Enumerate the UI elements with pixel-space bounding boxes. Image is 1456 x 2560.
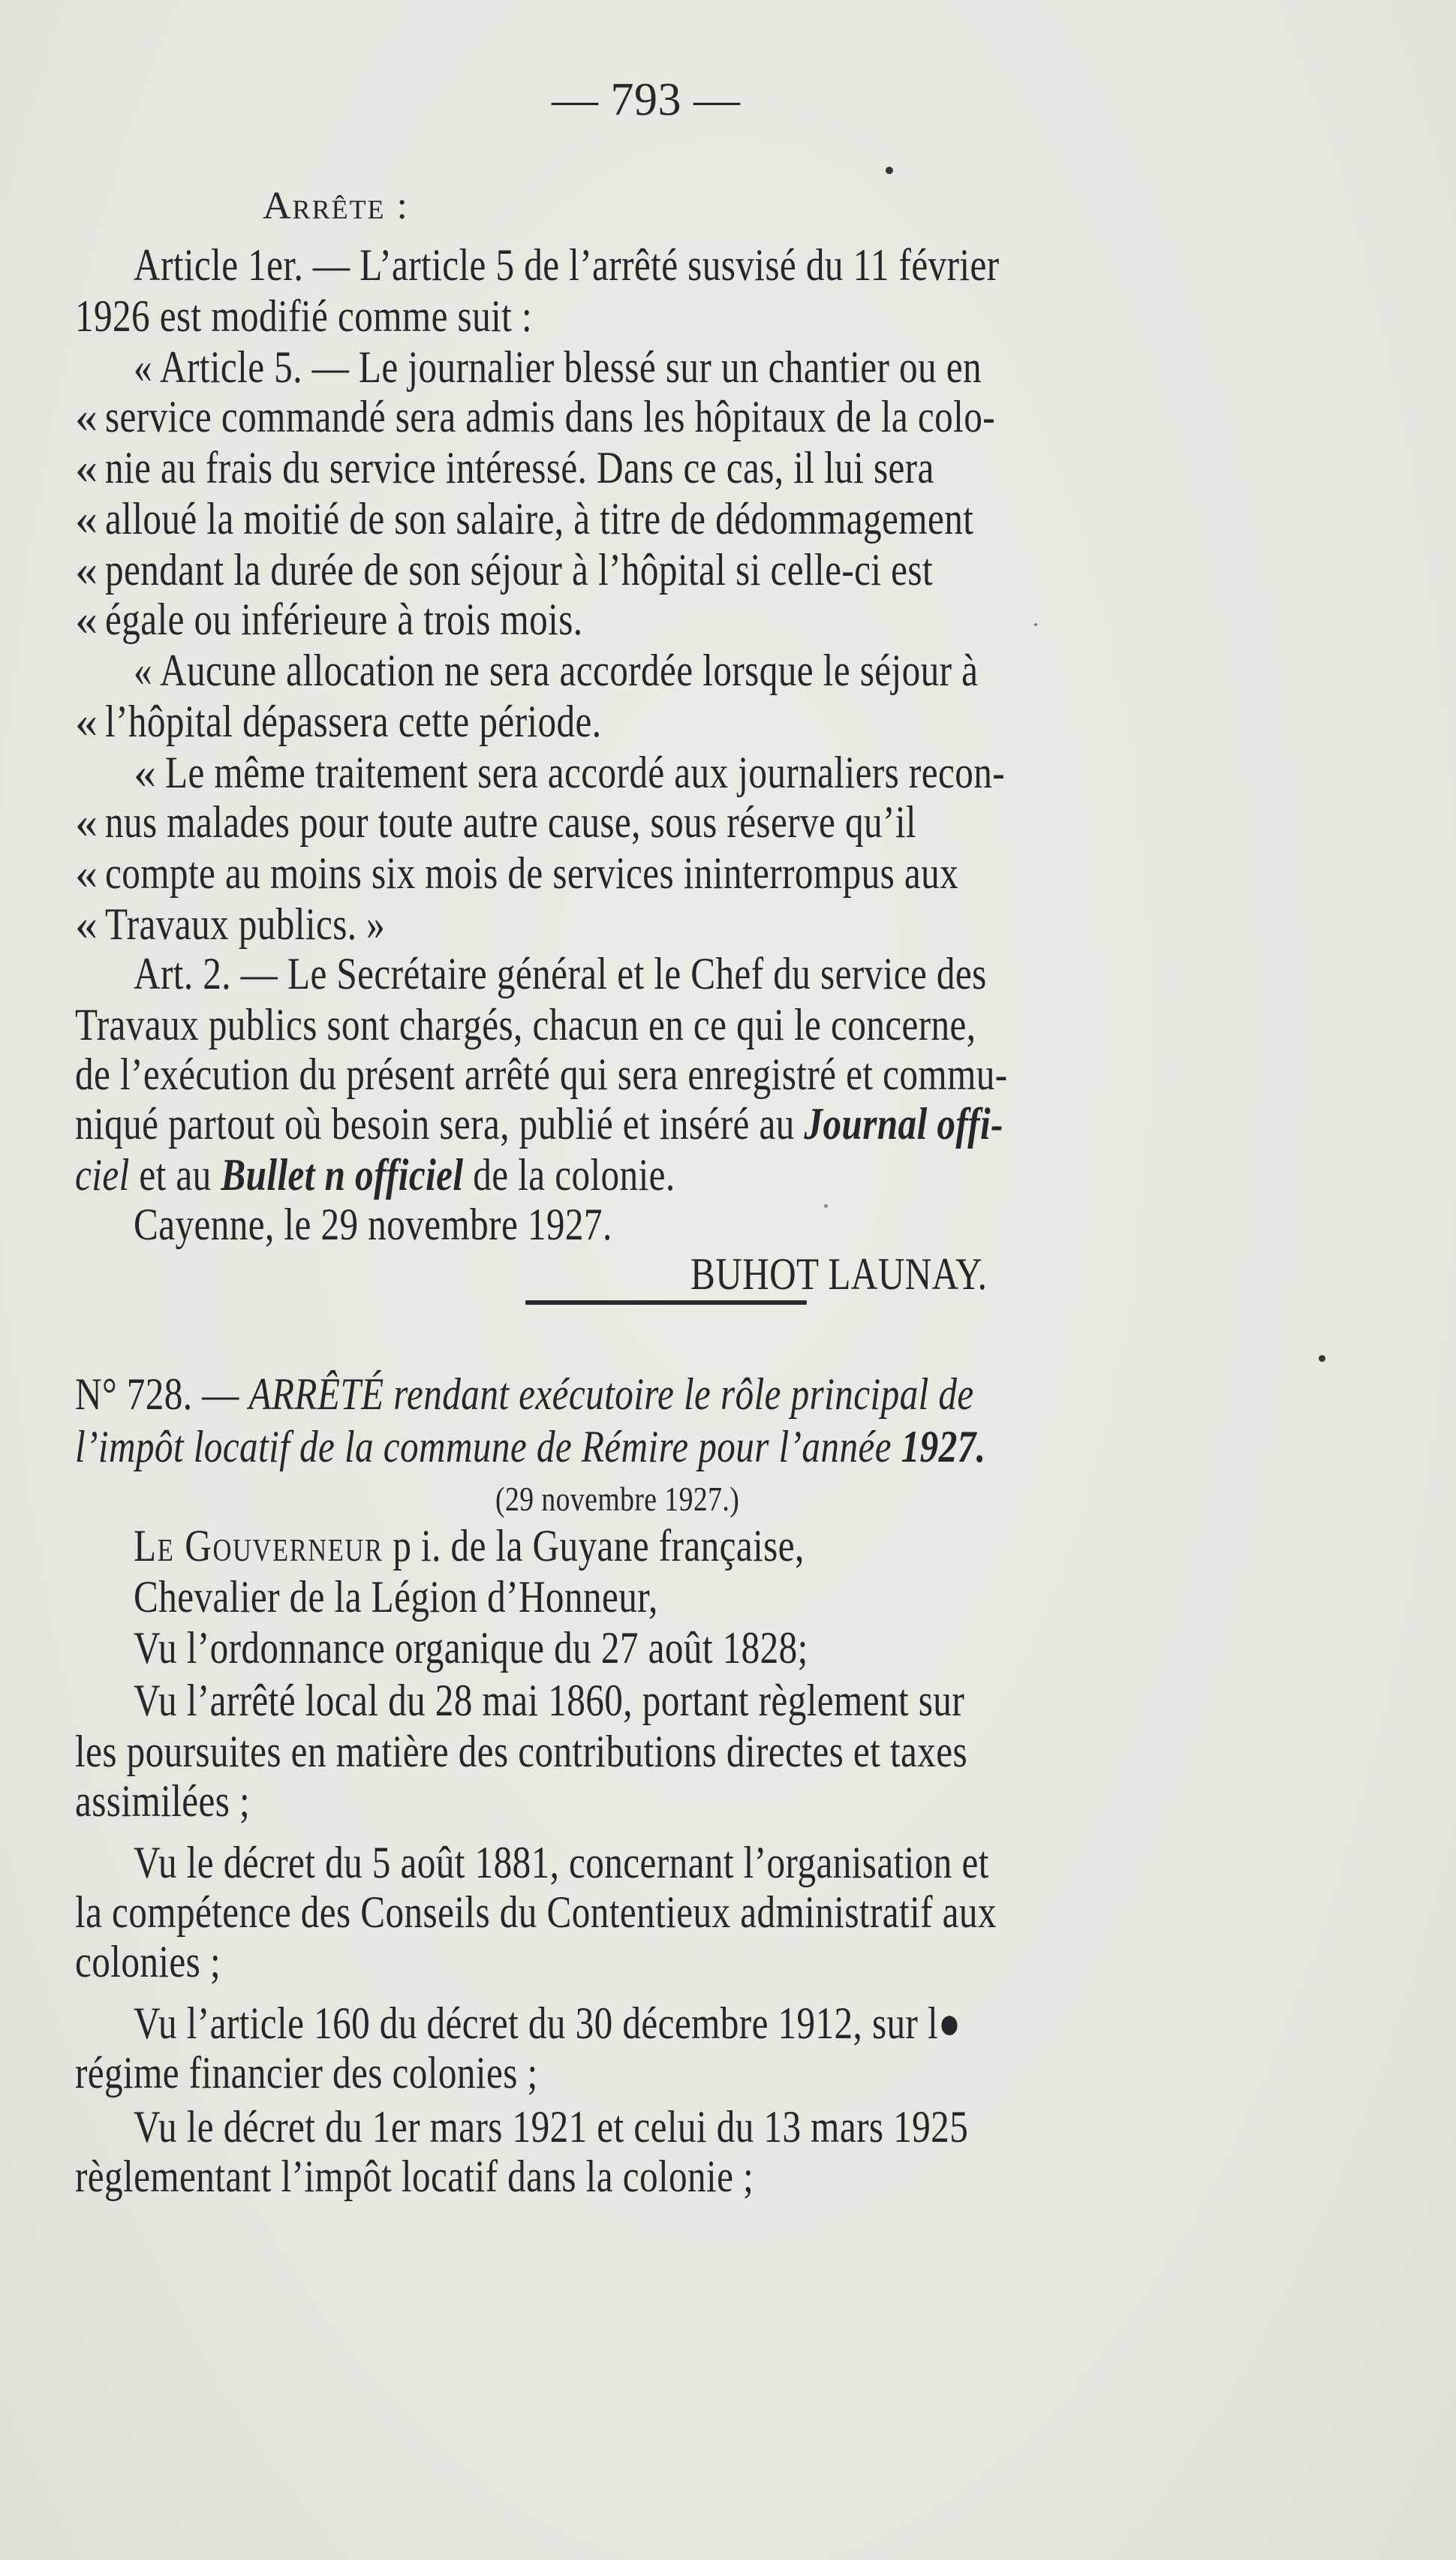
place-date: Cayenne, le 29 novembre 1927. (134, 1200, 612, 1249)
visa-arrete-1860-line-3: assimilées ; (75, 1776, 251, 1826)
bulletin-officiel-title: Bullet n officiel (221, 1150, 464, 1200)
visa-decret-1921-line-2: règlementant l’impôt locatif dans la colonie ; (75, 2152, 754, 2201)
visa-arrete-1860-line-1: Vu l’arrêté local du 28 mai 1860, portant règlement sur (134, 1676, 965, 1725)
arrete-number: N° 728. — (75, 1369, 239, 1419)
arrete-title-text-2: l’impôt locatif de la commune de Rémire pour l’année (75, 1422, 892, 1471)
governor-line (134, 1519, 805, 1572)
article-5-line-4: alloué la moitié de son salaire, à titre de dédommagement (105, 494, 974, 544)
journal-officiel-title: Journal offi- (804, 1099, 1003, 1149)
article-2-line-3: de l’exécution du présent arrêté qui sera enregistré et commu- (75, 1050, 1008, 1099)
quote-mark: « (75, 595, 98, 644)
article-1-line-2: 1926 est modifié comme suit : (75, 291, 533, 341)
quote-mark: « (75, 443, 98, 492)
article-5-line-2: service commandé sera admis dans les hôpitaux de la colo- (105, 392, 996, 441)
arrete-dateline: (29 novembre 1927.) (495, 1480, 740, 1518)
article-5-line-9: Le même traitement sera accordé aux journaliers recon- (165, 748, 1006, 797)
article-2-line-4-text: niqué partout où besoin sera, publié et inséré au (75, 1099, 795, 1149)
article-5-line-6: égale ou inférieure à trois mois. (105, 595, 583, 644)
visa-decret-1881-line-1: Vu le décret du 5 août 1881, concernant l’organisation et (134, 1838, 989, 1887)
arrete-year: 1927. (901, 1422, 986, 1471)
visa-ordonnance: Vu l’ordonnance organique du 27 août 1828; (134, 1623, 808, 1673)
article-5-line-1: « Article 5. — Le journalier blessé sur un chantier ou en (134, 342, 982, 392)
article-2-line-1: Art. 2. — Le Secrétaire général et le Chef du service des (134, 949, 987, 998)
visa-decret-1921-line-1: Vu le décret du 1er mars 1921 et celui du 13 mars 1925 (134, 2102, 969, 2152)
article-2-line-5 (75, 1149, 675, 1201)
article-2-line-4 (75, 1098, 1003, 1150)
visa-decret-1881-line-2: la compétence des Conseils du Contentieux administratif aux (75, 1887, 997, 1937)
arrete-label: ARRÊTÉ (248, 1369, 384, 1419)
page-number: — 793 — (552, 74, 741, 125)
journal-officiel-title-end: ciel (75, 1150, 130, 1200)
print-speck (1034, 623, 1037, 626)
visa-decret-1881-line-3: colonies ; (75, 1937, 221, 1986)
arrete-title-text-1: rendant exécutoire le rôle principal de (393, 1369, 974, 1419)
visa-decret-1912-line-1: Vu l’article 160 du décret du 30 décembre 1912, sur l● (134, 1998, 961, 2048)
print-speck (886, 167, 893, 174)
heading-arrete: Arrête : (263, 185, 409, 227)
governor-title: Le Gouverneur (134, 1521, 384, 1571)
quote-mark: « (75, 848, 98, 898)
article-2-line-5-text-a: et au (139, 1150, 212, 1200)
article-2-line-2: Travaux publics sont chargés, chacun en ce qui le concerne, (75, 1000, 976, 1050)
quote-mark: « (75, 697, 98, 746)
chevalier-line: Chevalier de la Légion d’Honneur, (134, 1572, 658, 1622)
article-5-line-11: compte au moins six mois de services ininterrompus aux (105, 848, 959, 898)
print-speck (824, 1204, 828, 1208)
article-5-line-8: l’hôpital dépassera cette période. (105, 697, 602, 746)
signature: BUHOT LAUNAY. (690, 1249, 988, 1299)
quote-mark: « (75, 392, 98, 441)
article-2-line-5-text-b: de la colonie. (473, 1150, 675, 1200)
article-5-line-7: « Aucune allocation ne sera accordée lorsque le séjour à (134, 646, 979, 695)
article-5-line-3: nie au frais du service intéressé. Dans ce cas, il lui sera (105, 443, 934, 492)
governor-rest: p i. de la Guyane française, (393, 1521, 805, 1571)
quote-mark: « (75, 545, 98, 595)
arrete-728-title-line-2 (75, 1420, 985, 1473)
arrete-728-title-line-1 (75, 1368, 974, 1420)
quote-mark: « (75, 494, 98, 544)
visa-arrete-1860-line-2: les poursuites en matière des contributions directes et taxes (75, 1727, 968, 1776)
article-5-line-5: pendant la durée de son séjour à l’hôpital si celle-ci est (105, 545, 934, 595)
quote-mark: « (75, 899, 98, 949)
article-5-line-10: nus malades pour toute autre cause, sous réserve qu’il (105, 797, 916, 847)
article-5-line-12: Travaux publics. » (105, 899, 386, 949)
quote-mark: « (134, 748, 157, 797)
article-1-line-1: Article 1er. — L’article 5 de l’arrêté susvisé du 11 février (134, 240, 1000, 290)
section-divider (525, 1300, 807, 1305)
visa-decret-1912-line-2: régime financier des colonies ; (75, 2048, 538, 2098)
quote-mark: « (75, 797, 98, 847)
print-speck (1319, 1355, 1325, 1362)
